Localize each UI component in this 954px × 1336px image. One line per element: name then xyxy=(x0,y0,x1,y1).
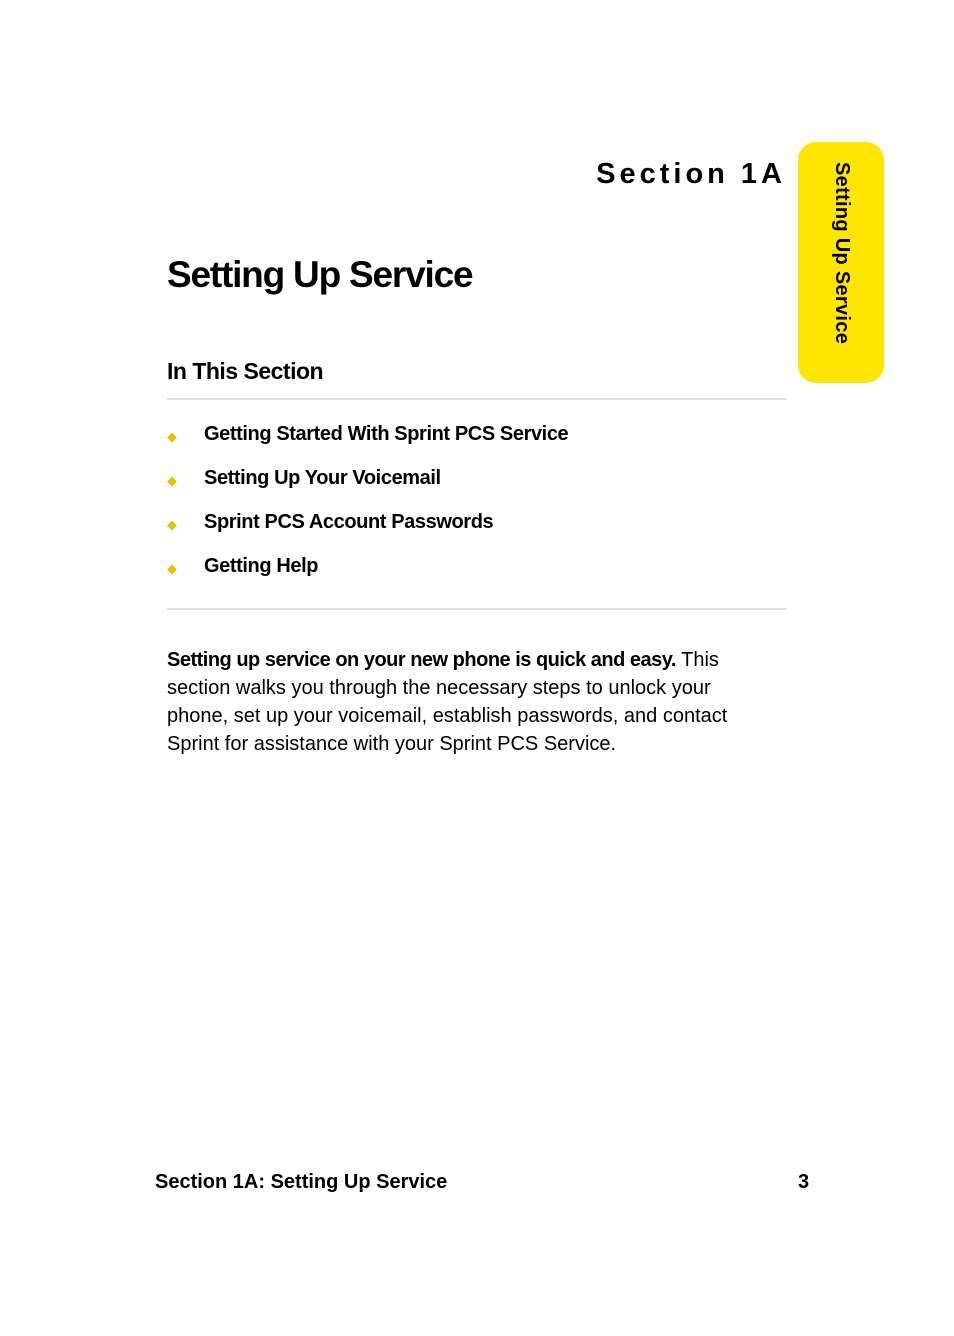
list-item xyxy=(167,508,787,552)
side-tab-label: Setting Up Service xyxy=(831,162,853,345)
divider-top xyxy=(167,398,787,400)
page-number: 3 xyxy=(798,1171,810,1193)
list-item-label: Getting Help xyxy=(204,555,319,577)
list-item xyxy=(167,552,787,596)
side-tab xyxy=(798,142,884,383)
diamond-bullet-icon: ◆ xyxy=(167,517,177,532)
intro-lead: Setting up service on your new phone is quick and easy. xyxy=(167,649,676,671)
intro-body: This section walks you through the necessary steps to unlock your phone, set up your voicemail, establish passwords, and contact Sprint for assistance with your Sprint PCS Service. xyxy=(167,649,728,755)
section-label: Section 1A xyxy=(596,158,786,190)
intro-paragraph xyxy=(167,646,777,758)
in-this-section-heading: In This Section xyxy=(167,358,324,384)
diamond-bullet-icon: ◆ xyxy=(167,473,177,488)
diamond-bullet-icon: ◆ xyxy=(167,561,177,576)
list-item-label: Getting Started With Sprint PCS Service xyxy=(204,423,569,445)
section-contents-list xyxy=(167,420,787,596)
page-title: Setting Up Service xyxy=(167,254,473,295)
footer-section-title: Section 1A: Setting Up Service xyxy=(155,1171,448,1193)
diamond-bullet-icon: ◆ xyxy=(167,429,177,444)
divider-bottom xyxy=(167,608,787,610)
list-item-label: Setting Up Your Voicemail xyxy=(204,467,441,489)
list-item-label: Sprint PCS Account Passwords xyxy=(204,511,494,533)
list-item xyxy=(167,420,787,464)
list-item xyxy=(167,464,787,508)
